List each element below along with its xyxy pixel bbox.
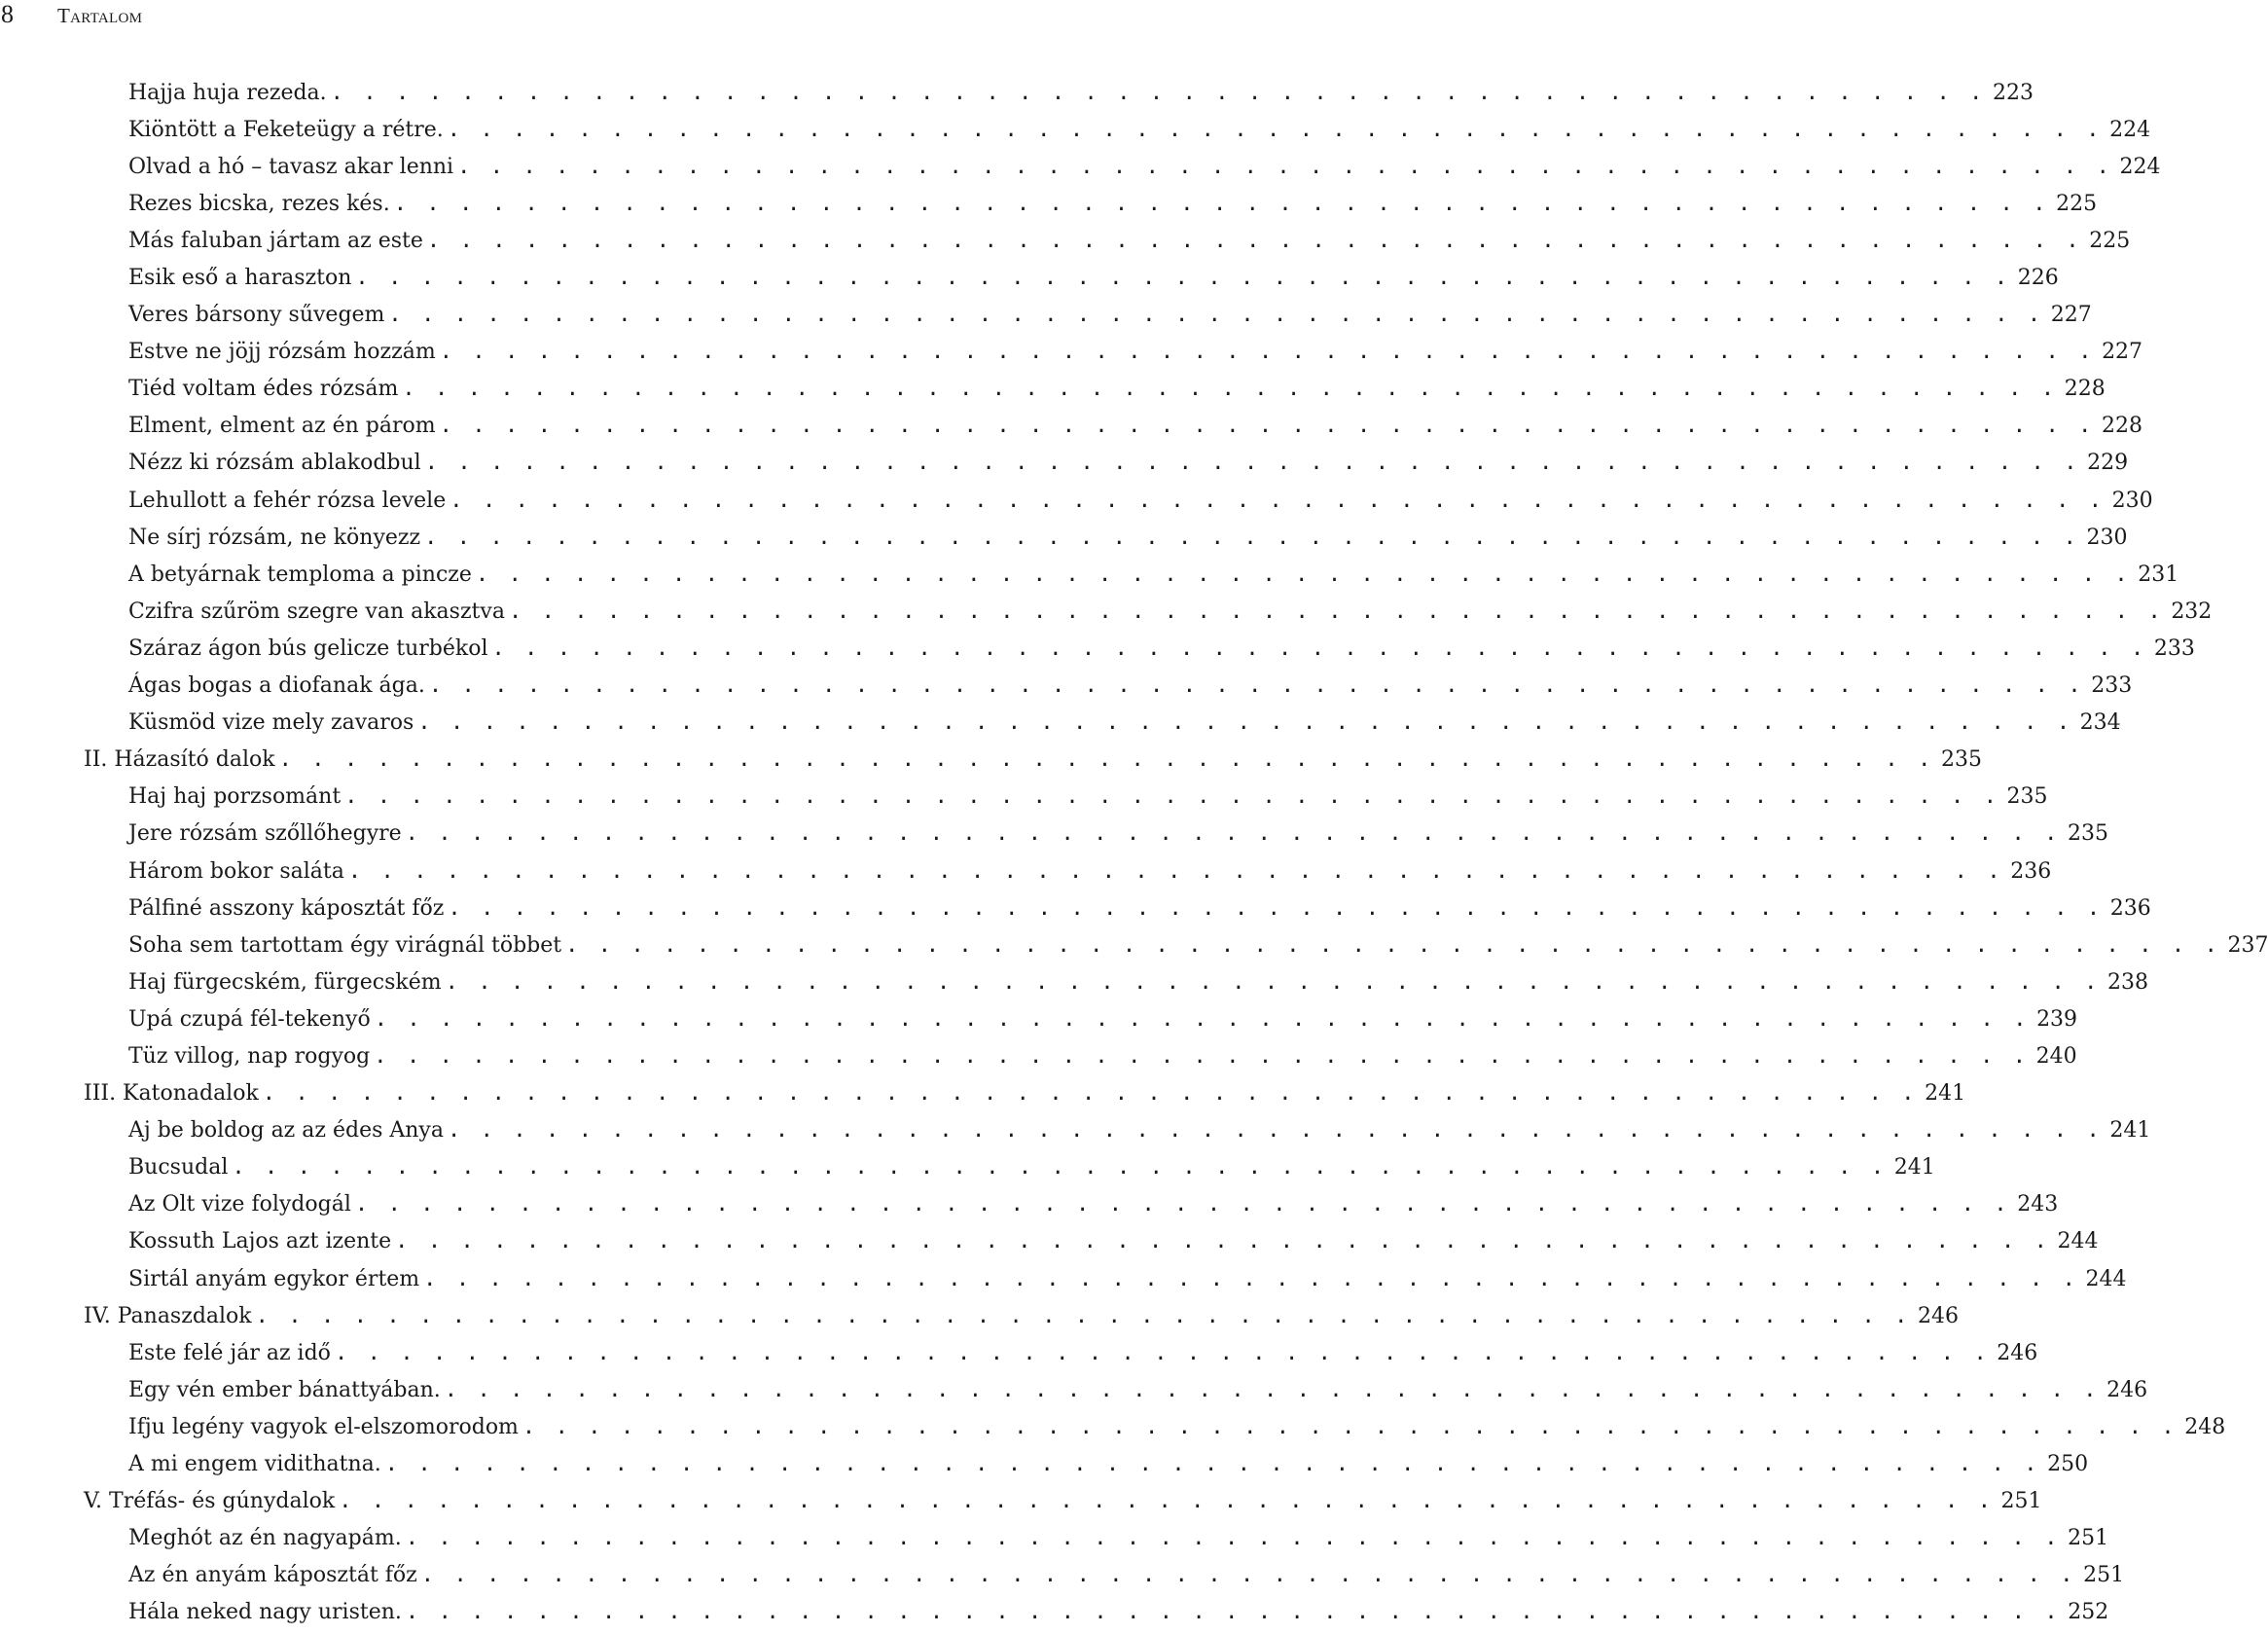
toc-entry-title: Az én anyám káposztát főz	[128, 1563, 417, 1588]
toc-song-entry	[0, 371, 2106, 408]
toc-song-entry	[0, 1445, 2089, 1482]
toc-entry-page: 241	[1893, 1155, 1935, 1180]
toc-dot-leader-text: . . . . . . . . . . . . . . . . . . . . . . . . . . . . . . . . . . . . . . . . . . . . . . . . . . .	[424, 525, 2080, 550]
page-number: 8	[1, 0, 14, 28]
toc-dot-leader-text: . . . . . . . . . . . . . . . . . . . . . . . . . . . . . . . . . . . . . . . . . . . . . . . . . . .	[428, 673, 2085, 699]
toc-dot-leader-text: . . . . . . . . . . . . . . . . . . . . . . . . . . . . . . . . . . . . . . . . . . . . . . . . . . .	[448, 895, 2104, 921]
toc-entry-page: 243	[2017, 1192, 2059, 1217]
toc-dot-leader	[341, 779, 2001, 816]
toc-dot-leader	[384, 297, 2045, 334]
toc-entry-title: Olvad a hó – tavasz akar lenni	[128, 154, 454, 179]
toc-song-entry	[0, 1223, 2099, 1260]
toc-dot-leader-text: . . . . . . . . . . . . . . . . . . . . . . . . . . . . . . . . . . . . . . . . . . . . . . . . . . .	[445, 969, 2101, 995]
toc-entry-page: 237	[2227, 932, 2268, 958]
toc-dot-leader-text: . . . . . . . . . . . . . . . . . . . . . . . . . . . . . . . . . . . . . . . . . . . . . . . . . . .	[423, 1266, 2079, 1291]
toc-entry-page: 225	[2056, 191, 2098, 216]
toc-entry-title: A betyárnak temploma a pincze	[128, 562, 472, 587]
toc-entry-page: 251	[2083, 1563, 2125, 1588]
toc-dot-leader	[487, 630, 2148, 667]
toc-dot-leader	[259, 1075, 1920, 1112]
toc-entry-page: 251	[2000, 1489, 2042, 1514]
toc-dot-leader-text: . . . . . . . . . . . . . . . . . . . . . . . . . . . . . . . . . . . . . . . . . . . . . . . . . . .	[278, 747, 1934, 773]
toc-dot-leader	[472, 556, 2133, 593]
toc-dot-leader	[446, 482, 2106, 519]
toc-dot-leader-text: . . . . . . . . . . . . . . . . . . . . . . . . . . . . . . . . . . . . . . . . . . . . . . . . . . .	[339, 1489, 1995, 1514]
toc-entry-page: 233	[2091, 673, 2133, 699]
toc-dot-leader	[444, 1112, 2105, 1149]
toc-entry-title: Este felé jár az idő	[128, 1340, 331, 1365]
toc-dot-leader	[335, 1483, 1996, 1520]
toc-song-entry	[0, 630, 2195, 667]
toc-song-entry	[0, 556, 2179, 593]
toc-entry-page: 230	[2086, 525, 2128, 550]
toc-entry-title: III. Katonadalok	[84, 1081, 259, 1107]
toc-entry-title: Haj fürgecském, fürgecském	[128, 969, 442, 995]
toc-dot-leader-text: . . . . . . . . . . . . . . . . . . . . . . . . . . . . . . . . . . . . . . . . . . . . . . . . . . .	[405, 821, 2062, 847]
toc-dot-leader-text: . . . . . . . . . . . . . . . . . . . . . . . . . . . . . . . . . . . . . . . . . . . . . . . . . . .	[402, 377, 2058, 402]
toc-dot-leader	[398, 371, 2059, 408]
toc-dot-leader	[425, 668, 2086, 705]
toc-dot-leader-text: . . . . . . . . . . . . . . . . . . . . . . . . . . . . . . . . . . . . . . . . . . . . . . . . . . .	[475, 562, 2132, 587]
toc-song-entry	[0, 1594, 2109, 1631]
toc-dot-leader-text: . . . . . . . . . . . . . . . . . . . . . . . . . . . . . . . . . . . . . . . . . . . . . . . . . . .	[522, 1414, 2178, 1439]
toc-dot-leader	[370, 1037, 2031, 1074]
toc-song-entry	[0, 445, 2129, 482]
toc-dot-leader-text: . . . . . . . . . . . . . . . . . . . . . . . . . . . . . . . . . . . . . . . . . . . . . . . . . . .	[330, 80, 1987, 105]
toc-dot-leader	[402, 1520, 2063, 1557]
toc-dot-leader-text: . . . . . . . . . . . . . . . . . . . . . . . . . . . . . . . . . . . . . . . . . . . . . . . . . . .	[424, 451, 2081, 476]
toc-song-entry	[0, 593, 2213, 630]
toc-song-entry	[0, 1520, 2109, 1557]
toc-song-entry	[0, 779, 2048, 816]
toc-dot-leader	[417, 1557, 2078, 1594]
toc-entry-title: Czifra szűröm szegre van akasztva	[128, 599, 505, 624]
toc-dot-leader-text: . . . . . . . . . . . . . . . . . . . . . . . . . . . . . . . . . . . . . . . . . . . . . . . . . . .	[405, 1600, 2062, 1625]
toc-dot-leader	[351, 1186, 2012, 1223]
toc-entry-title: Esik eső a haraszton	[128, 266, 352, 291]
toc-entry-title: Upá czupá fél-tekenyő	[128, 1006, 371, 1032]
toc-dot-leader	[402, 1594, 2063, 1631]
toc-entry-title: Elment, elment az én párom	[128, 414, 436, 439]
toc-entry-page: 252	[2068, 1600, 2109, 1625]
toc-song-entry	[0, 297, 2092, 334]
toc-dot-leader	[442, 963, 2103, 1000]
toc-entry-title: Tiéd voltam édes rózsám	[128, 377, 399, 402]
toc-entry-page: 240	[2035, 1043, 2077, 1069]
toc-dot-leader-text: . . . . . . . . . . . . . . . . . . . . . . . . . . . . . . . . . . . . . . . . . . . . . . . . . . .	[444, 1377, 2101, 1402]
toc-dot-leader-text: . . . . . . . . . . . . . . . . . . . . . . . . . . . . . . . . . . . . . . . . . . . . . . . . . . .	[393, 191, 2050, 216]
toc-entry-title: Veres bársony sűvegem	[128, 303, 385, 328]
toc-dot-leader	[331, 1334, 1992, 1371]
toc-entry-title: Egy vén ember bánattyában.	[128, 1377, 441, 1402]
toc-dot-leader	[371, 1000, 2032, 1037]
toc-dot-leader	[423, 222, 2084, 259]
toc-entry-title: Kiöntött a Feketeügy a rétre.	[128, 117, 444, 142]
toc-dot-leader-text: . . . . . . . . . . . . . . . . . . . . . . . . . . . . . . . . . . . . . . . . . . . . . . . . . . .	[417, 710, 2073, 736]
toc-entry-page: 236	[2109, 895, 2151, 921]
toc-song-entry	[0, 1112, 2151, 1149]
toc-entry-page: 224	[2119, 154, 2161, 179]
toc-entry-title: Aj be boldog az az édes Anya	[128, 1118, 444, 1144]
toc-song-entry	[0, 1334, 2038, 1371]
toc-section-entry	[0, 1483, 2042, 1520]
toc-dot-leader-text: . . . . . . . . . . . . . . . . . . . . . . . . . . . . . . . . . . . . . . . . . . . . . . . . . . .	[344, 784, 2000, 810]
toc-dot-leader-text: . . . . . . . . . . . . . . . . . . . . . . . . . . . . . . . . . . . . . . . . . . . . . . . . . . .	[439, 414, 2095, 439]
toc-song-entry	[0, 1408, 2226, 1445]
toc-dot-leader	[327, 74, 1988, 111]
toc-dot-leader	[420, 519, 2081, 556]
toc-entry-page: 235	[2068, 821, 2109, 847]
toc-entry-page: 241	[1925, 1081, 1966, 1107]
toc-dot-leader	[228, 1149, 1889, 1186]
toc-dot-leader-text: . . . . . . . . . . . . . . . . . . . . . . . . . . . . . . . . . . . . . . . . . . . . . . . . . . .	[374, 1006, 2031, 1032]
toc-entry-title: Ne sírj rózsám, ne könyezz	[128, 525, 421, 550]
toc-entry-page: 232	[2171, 599, 2213, 624]
toc-dot-leader	[414, 705, 2074, 742]
toc-dot-leader-text: . . . . . . . . . . . . . . . . . . . . . . . . . . . . . . . . . . . . . . . . . . . . . . . . . . .	[334, 1340, 1991, 1365]
toc-entry-title: II. Házasító dalok	[84, 747, 275, 773]
toc-dot-leader	[391, 1223, 2052, 1260]
toc-dot-leader-text: . . . . . . . . . . . . . . . . . . . . . . . . . . . . . . . . . . . . . . . . . . . . . . . . . . .	[405, 1526, 2062, 1551]
toc-entry-title: Sirtál anyám egykor értem	[128, 1266, 420, 1291]
toc-dot-leader-text: . . . . . . . . . . . . . . . . . . . . . . . . . . . . . . . . . . . . . . . . . . . . . . . . . . .	[384, 1452, 2041, 1477]
toc-entry-page: 246	[2106, 1377, 2148, 1402]
toc-song-entry	[0, 963, 2148, 1000]
toc-dot-leader	[436, 334, 2097, 371]
toc-dot-leader	[419, 1260, 2080, 1297]
toc-entry-page: 244	[2057, 1229, 2099, 1254]
toc-dot-leader-text: . . . . . . . . . . . . . . . . . . . . . . . . . . . . . . . . . . . . . . . . . . . . . . . . . . .	[565, 932, 2221, 958]
toc-entry-title: Bucsudal	[128, 1155, 229, 1180]
toc-dot-leader	[344, 853, 2005, 890]
toc-entry-title: Pálfiné asszony káposztát főz	[128, 895, 445, 921]
toc-dot-leader-text: . . . . . . . . . . . . . . . . . . . . . . . . . . . . . . . . . . . . . . . . . . . . . . . . . . .	[457, 154, 2113, 179]
toc-song-entry	[0, 148, 2161, 185]
toc-song-entry	[0, 185, 2098, 222]
toc-entry-title: Az Olt vize folydogál	[128, 1192, 351, 1217]
toc-dot-leader	[275, 742, 1936, 779]
toc-dot-leader	[441, 1371, 2102, 1408]
toc-dot-leader-text: . . . . . . . . . . . . . . . . . . . . . . . . . . . . . . . . . . . . . . . . . . . . . . . . . . .	[508, 599, 2165, 624]
toc-dot-leader-text: . . . . . . . . . . . . . . . . . . . . . . . . . . . . . . . . . . . . . . . . . . . . . . . . . . .	[255, 1303, 1911, 1328]
toc-song-entry	[0, 853, 2052, 890]
toc-entry-title: Lehullott a fehér rózsa levele	[128, 488, 447, 513]
toc-entry-title: A mi engem vidithatna.	[128, 1452, 381, 1477]
toc-song-entry	[0, 74, 2034, 111]
toc-entry-page: 227	[2102, 340, 2143, 365]
toc-entry-page: 248	[2184, 1414, 2226, 1439]
toc-entry-title: Hála neked nagy uristen.	[128, 1600, 402, 1625]
toc-dot-leader-text: . . . . . . . . . . . . . . . . . . . . . . . . . . . . . . . . . . . . . . . . . . . . . . . . . . .	[439, 340, 2096, 365]
toc-section-entry	[0, 1297, 1959, 1334]
toc-song-entry	[0, 705, 2121, 742]
toc-entry-page: 236	[2010, 858, 2052, 884]
toc-entry-title: Meghót az én nagyapám.	[128, 1526, 402, 1551]
toc-dot-leader-text: . . . . . . . . . . . . . . . . . . . . . . . . . . . . . . . . . . . . . . . . . . . . . . . . . . .	[347, 858, 2004, 884]
toc-entry-page: 244	[2085, 1266, 2127, 1291]
toc-entry-title: Nézz ki rózsám ablakodbul	[128, 451, 421, 476]
table-of-contents	[0, 74, 2268, 1631]
toc-song-entry	[0, 1371, 2148, 1408]
toc-song-entry	[0, 668, 2133, 705]
toc-dot-leader-text: . . . . . . . . . . . . . . . . . . . . . . . . . . . . . . . . . . . . . . . . . . . . . . . . . . .	[232, 1155, 1888, 1180]
toc-entry-page: 223	[1993, 80, 2034, 105]
toc-entry-title: Estve ne jöjj rózsám hozzám	[128, 340, 436, 365]
toc-song-entry	[0, 1186, 2059, 1223]
running-title: Tartalom	[57, 4, 143, 27]
toc-dot-leader	[453, 148, 2114, 185]
toc-entry-title: Haj haj porzsománt	[128, 784, 342, 810]
toc-dot-leader	[402, 816, 2063, 853]
toc-entry-title: Három bokor saláta	[128, 858, 344, 884]
toc-dot-leader-text: . . . . . . . . . . . . . . . . . . . . . . . . . . . . . . . . . . . . . . . . . . . . . . . . . . .	[355, 266, 2011, 291]
toc-entry-title: Más faluban jártam az este	[128, 228, 423, 253]
toc-song-entry	[0, 482, 2153, 519]
toc-entry-page: 230	[2111, 488, 2153, 513]
toc-dot-leader	[351, 259, 2012, 296]
toc-entry-page: 239	[2036, 1006, 2078, 1032]
toc-song-entry	[0, 1260, 2127, 1297]
toc-entry-title: Rezes bicska, rezes kés.	[128, 191, 390, 216]
toc-entry-title: Jere rózsám szőllőhegyre	[128, 821, 402, 847]
toc-entry-page: 250	[2047, 1452, 2089, 1477]
toc-entry-page: 238	[2106, 969, 2148, 995]
toc-entry-page: 224	[2109, 117, 2151, 142]
toc-song-entry	[0, 1037, 2077, 1074]
toc-song-entry	[0, 408, 2142, 445]
toc-dot-leader	[561, 926, 2222, 963]
toc-dot-leader-text: . . . . . . . . . . . . . . . . . . . . . . . . . . . . . . . . . . . . . . . . . . . . . . . . . . .	[420, 1563, 2077, 1588]
toc-dot-leader	[421, 445, 2082, 482]
running-header	[0, 0, 142, 29]
toc-song-entry	[0, 1000, 2078, 1037]
toc-entry-page: 235	[2006, 784, 2048, 810]
toc-dot-leader	[444, 111, 2105, 148]
toc-entry-title: V. Tréfás- és gúnydalok	[84, 1489, 336, 1514]
toc-section-entry	[0, 1075, 1966, 1112]
toc-dot-leader	[505, 593, 2166, 630]
toc-dot-leader-text: . . . . . . . . . . . . . . . . . . . . . . . . . . . . . . . . . . . . . . . . . . . . . . . . . . .	[491, 635, 2147, 661]
toc-song-entry	[0, 926, 2268, 963]
toc-dot-leader-text: . . . . . . . . . . . . . . . . . . . . . . . . . . . . . . . . . . . . . . . . . . . . . . . . . . .	[447, 117, 2104, 142]
toc-entry-page: 251	[2068, 1526, 2109, 1551]
toc-entry-page: 233	[2153, 635, 2195, 661]
toc-dot-leader	[390, 185, 2051, 222]
toc-entry-page: 228	[2101, 414, 2142, 439]
toc-dot-leader-text: . . . . . . . . . . . . . . . . . . . . . . . . . . . . . . . . . . . . . . . . . . . . . . . . . . .	[388, 303, 2044, 328]
toc-entry-title: IV. Panaszdalok	[84, 1303, 252, 1328]
toc-entry-page: 235	[1940, 747, 1982, 773]
toc-entry-page: 246	[1918, 1303, 1959, 1328]
toc-entry-page: 229	[2087, 451, 2129, 476]
toc-song-entry	[0, 222, 2131, 259]
toc-entry-title: Soha sem tartottam égy virágnál többet	[128, 932, 562, 958]
toc-entry-page: 228	[2064, 377, 2106, 402]
toc-entry-page: 227	[2050, 303, 2092, 328]
toc-dot-leader-text: . . . . . . . . . . . . . . . . . . . . . . . . . . . . . . . . . . . . . . . . . . . . . . . . . . .	[262, 1081, 1919, 1107]
toc-song-entry	[0, 111, 2151, 148]
toc-dot-leader-text: . . . . . . . . . . . . . . . . . . . . . . . . . . . . . . . . . . . . . . . . . . . . . . . . . . .	[426, 228, 2083, 253]
toc-entry-title: Hajja huja rezeda.	[128, 80, 327, 105]
toc-song-entry	[0, 1149, 1935, 1186]
toc-dot-leader	[252, 1297, 1913, 1334]
toc-dot-leader-text: . . . . . . . . . . . . . . . . . . . . . . . . . . . . . . . . . . . . . . . . . . . . . . . . . . .	[374, 1043, 2030, 1069]
toc-entry-title: Tüz villog, nap rogyog	[128, 1043, 371, 1069]
toc-song-entry	[0, 890, 2151, 926]
toc-dot-leader	[444, 890, 2105, 926]
toc-dot-leader-text: . . . . . . . . . . . . . . . . . . . . . . . . . . . . . . . . . . . . . . . . . . . . . . . . . . .	[395, 1229, 2051, 1254]
toc-entry-page: 225	[2089, 228, 2131, 253]
toc-dot-leader	[519, 1408, 2179, 1445]
toc-song-entry	[0, 334, 2143, 371]
toc-dot-leader	[381, 1445, 2042, 1482]
toc-dot-leader	[436, 408, 2097, 445]
toc-song-entry	[0, 816, 2109, 853]
toc-entry-title: Ágas bogas a diofanak ága.	[128, 673, 425, 699]
toc-song-entry	[0, 1557, 2125, 1594]
toc-entry-page: 231	[2138, 562, 2179, 587]
toc-entry-page: 246	[1997, 1340, 2038, 1365]
toc-dot-leader-text: . . . . . . . . . . . . . . . . . . . . . . . . . . . . . . . . . . . . . . . . . . . . . . . . . . .	[447, 1118, 2104, 1144]
toc-entry-page: 234	[2079, 710, 2121, 736]
toc-section-entry	[0, 742, 1982, 779]
toc-dot-leader-text: . . . . . . . . . . . . . . . . . . . . . . . . . . . . . . . . . . . . . . . . . . . . . . . . . . .	[450, 488, 2106, 513]
toc-song-entry	[0, 259, 2059, 296]
toc-entry-page: 241	[2109, 1118, 2151, 1144]
toc-song-entry	[0, 519, 2128, 556]
toc-entry-title: Kossuth Lajos azt izente	[128, 1229, 392, 1254]
toc-dot-leader-text: . . . . . . . . . . . . . . . . . . . . . . . . . . . . . . . . . . . . . . . . . . . . . . . . . . .	[354, 1192, 2011, 1217]
toc-entry-title: Ifju legény vagyok el-elszomorodom	[128, 1414, 519, 1439]
toc-entry-title: Száraz ágon bús gelicze turbékol	[128, 635, 488, 661]
toc-entry-page: 226	[2017, 266, 2059, 291]
toc-entry-title: Küsmöd vize mely zavaros	[128, 710, 414, 736]
